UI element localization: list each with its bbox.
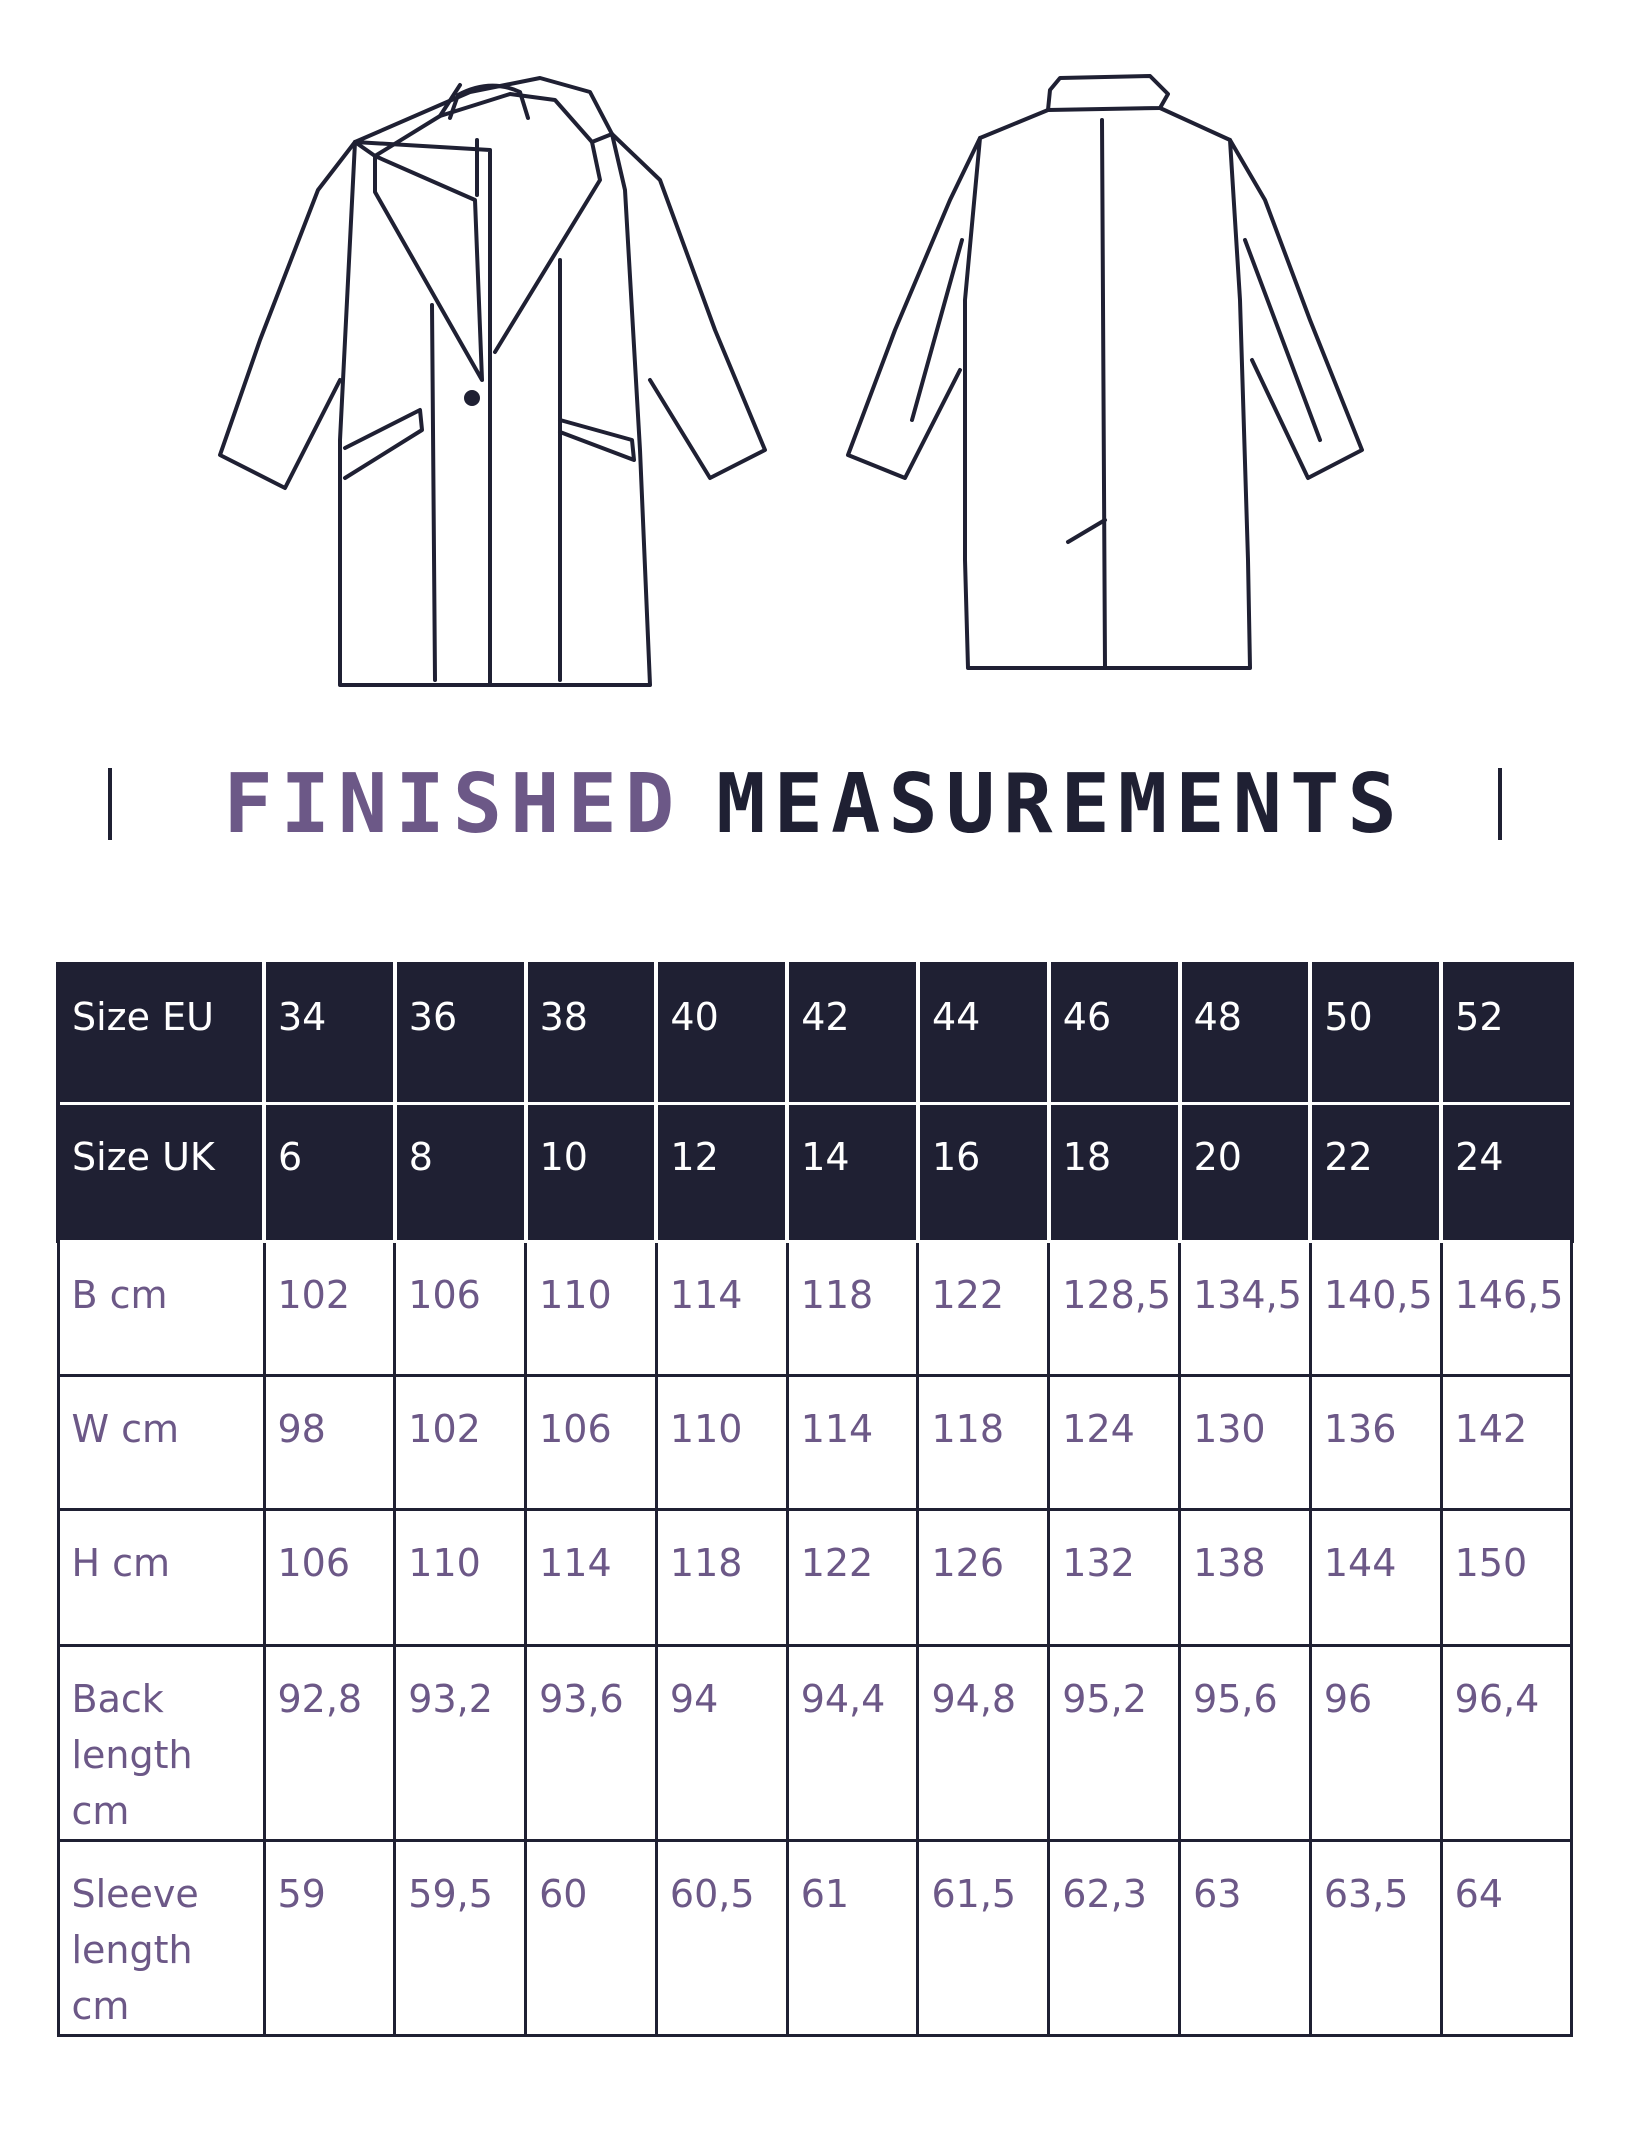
table-row-bust — [58, 1242, 1572, 1376]
table-cell: 126 — [918, 1510, 1049, 1646]
title-main: MEASUREMENTS — [716, 757, 1405, 852]
table-cell: 24 — [1441, 1104, 1572, 1242]
table-row-size-uk — [58, 1104, 1572, 1242]
table-cell: 12 — [656, 1104, 787, 1242]
table-cell: 122 — [918, 1242, 1049, 1376]
row-header: Size UK — [58, 1104, 264, 1242]
table-cell: 95,6 — [1180, 1646, 1311, 1841]
table-cell: 114 — [656, 1242, 787, 1376]
table-cell: 114 — [526, 1510, 657, 1646]
table-cell: 52 — [1441, 964, 1572, 1104]
table-cell: 48 — [1180, 964, 1311, 1104]
table-cell: 40 — [656, 964, 787, 1104]
table-cell: 14 — [787, 1104, 918, 1242]
title-divider-right — [1498, 768, 1502, 840]
table-cell: 20 — [1180, 1104, 1311, 1242]
table-row-waist — [58, 1376, 1572, 1510]
table-cell: 130 — [1180, 1376, 1311, 1510]
table-cell: 93,6 — [526, 1646, 657, 1841]
table-cell: 110 — [656, 1376, 787, 1510]
table-cell: 34 — [264, 964, 395, 1104]
row-header: Size EU — [58, 964, 264, 1104]
table-cell: 46 — [1049, 964, 1180, 1104]
table-row-hip — [58, 1510, 1572, 1646]
table-cell: 10 — [526, 1104, 657, 1242]
row-header: H cm — [58, 1510, 264, 1646]
table-cell: 146,5 — [1441, 1242, 1572, 1376]
table-cell: 93,2 — [395, 1646, 526, 1841]
coat-back-icon — [848, 76, 1362, 668]
table-cell: 92,8 — [264, 1646, 395, 1841]
table-cell: 22 — [1310, 1104, 1441, 1242]
table-cell: 59,5 — [395, 1841, 526, 2036]
row-header: Back length cm — [58, 1646, 264, 1841]
table-cell: 144 — [1310, 1510, 1441, 1646]
table-cell: 38 — [526, 964, 657, 1104]
table-cell: 50 — [1310, 964, 1441, 1104]
table-cell: 110 — [526, 1242, 657, 1376]
table-cell: 106 — [526, 1376, 657, 1510]
table-cell: 128,5 — [1049, 1242, 1180, 1376]
table-cell: 16 — [918, 1104, 1049, 1242]
table-cell: 62,3 — [1049, 1841, 1180, 2036]
table-cell: 42 — [787, 964, 918, 1104]
table-cell: 118 — [918, 1376, 1049, 1510]
table-cell: 61 — [787, 1841, 918, 2036]
row-header: W cm — [58, 1376, 264, 1510]
table-cell: 63 — [1180, 1841, 1311, 2036]
table-cell: 110 — [395, 1510, 526, 1646]
table-cell: 136 — [1310, 1376, 1441, 1510]
table-row-sleeve-length — [58, 1841, 1572, 2036]
table-cell: 36 — [395, 964, 526, 1104]
table-cell: 96 — [1310, 1646, 1441, 1841]
table-cell: 94 — [656, 1646, 787, 1841]
table-cell: 122 — [787, 1510, 918, 1646]
table-row-back-length — [58, 1646, 1572, 1841]
table-cell: 64 — [1441, 1841, 1572, 2036]
table-cell: 60,5 — [656, 1841, 787, 2036]
table-cell: 124 — [1049, 1376, 1180, 1510]
table-cell: 94,8 — [918, 1646, 1049, 1841]
table-cell: 95,2 — [1049, 1646, 1180, 1841]
table-cell: 142 — [1441, 1376, 1572, 1510]
table-cell: 102 — [264, 1242, 395, 1376]
table-cell: 6 — [264, 1104, 395, 1242]
table-cell: 98 — [264, 1376, 395, 1510]
table-cell: 140,5 — [1310, 1242, 1441, 1376]
table-cell: 18 — [1049, 1104, 1180, 1242]
title-row — [0, 757, 1628, 860]
measurements-table — [56, 962, 1574, 2037]
table-cell: 44 — [918, 964, 1049, 1104]
table-cell: 134,5 — [1180, 1242, 1311, 1376]
table-cell: 138 — [1180, 1510, 1311, 1646]
coat-front-icon — [220, 78, 765, 685]
coat-drawings — [0, 0, 1628, 720]
table-cell: 96,4 — [1441, 1646, 1572, 1841]
row-header: B cm — [58, 1242, 264, 1376]
table-cell: 8 — [395, 1104, 526, 1242]
coat-illustrations — [0, 0, 1628, 720]
table-cell: 106 — [395, 1242, 526, 1376]
table-cell: 63,5 — [1310, 1841, 1441, 2036]
table-cell: 106 — [264, 1510, 395, 1646]
table-cell: 150 — [1441, 1510, 1572, 1646]
row-header: Sleeve length cm — [58, 1841, 264, 2036]
table-cell: 114 — [787, 1376, 918, 1510]
table-cell: 59 — [264, 1841, 395, 2036]
table-cell: 60 — [526, 1841, 657, 2036]
table-cell: 61,5 — [918, 1841, 1049, 2036]
table-cell: 94,4 — [787, 1646, 918, 1841]
title-accent: FINISHED — [223, 757, 683, 852]
table-cell: 118 — [787, 1242, 918, 1376]
page-title — [0, 757, 1628, 852]
table-cell: 102 — [395, 1376, 526, 1510]
table-cell: 118 — [656, 1510, 787, 1646]
table-cell: 132 — [1049, 1510, 1180, 1646]
table-row-size-eu — [58, 964, 1572, 1104]
